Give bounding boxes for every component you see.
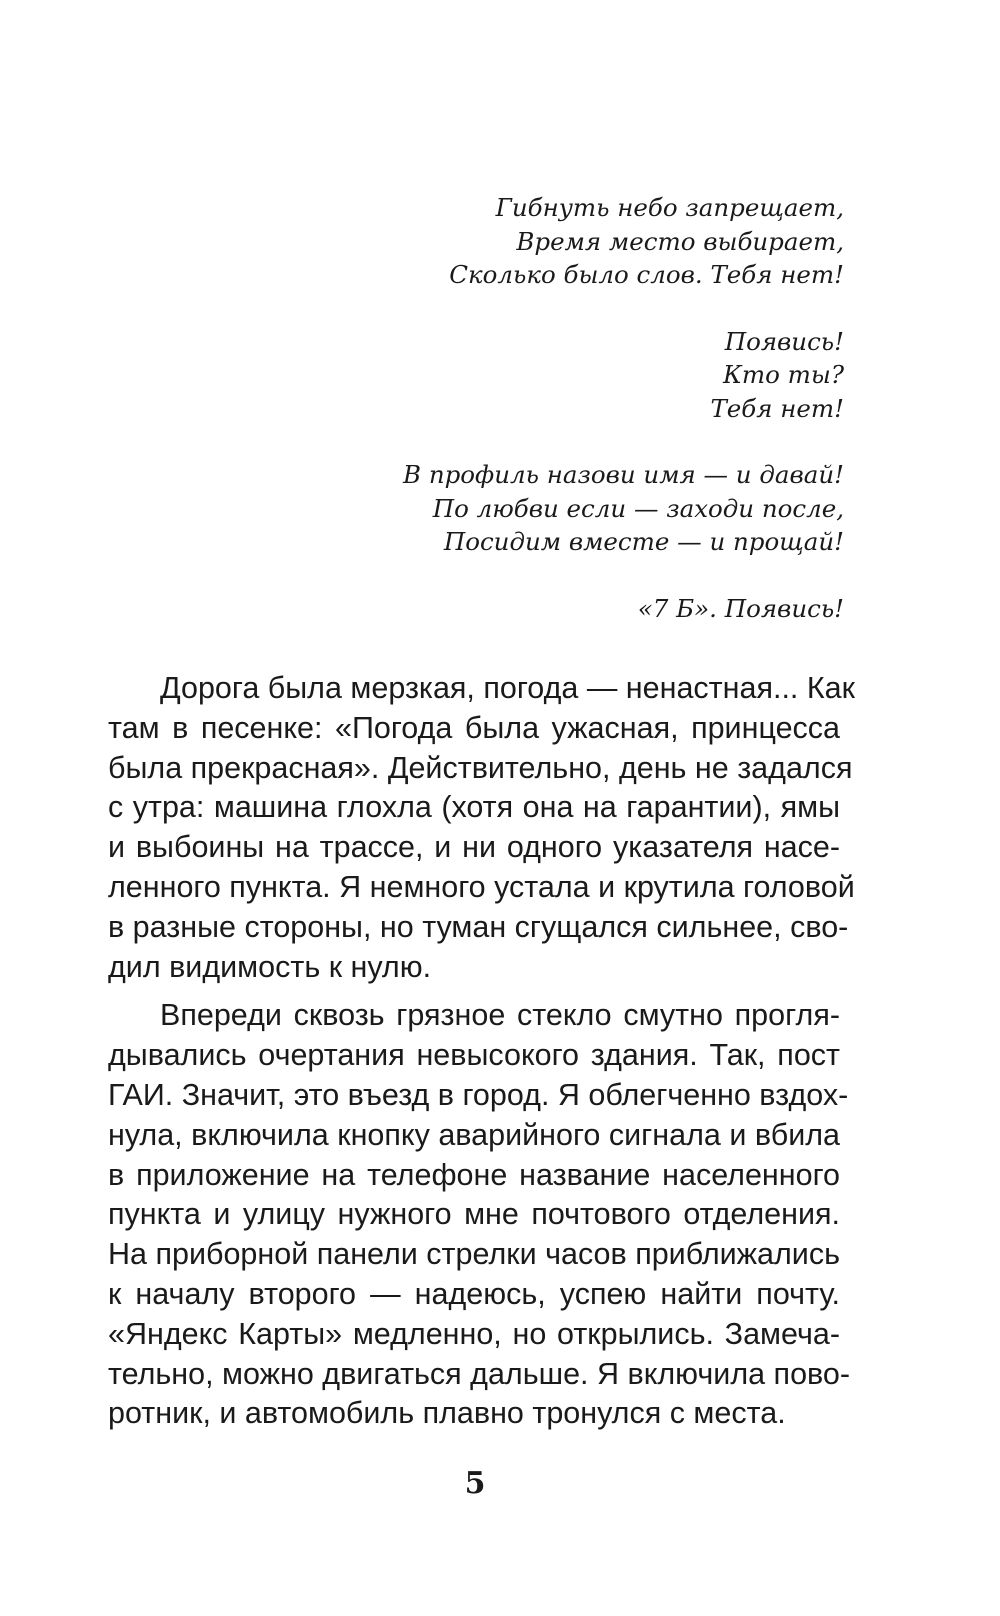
epigraph-line: Время место выбирает,	[516, 226, 844, 256]
text-line: дывались очертания невысокого здания. Так, пост	[108, 1038, 840, 1073]
epigraph-stanza	[403, 592, 844, 626]
text-line: там в песенке: «Погода была ужасная, принцесса	[108, 710, 840, 745]
text-line: ротник, и автомобиль плавно тронулся с места.	[108, 1396, 786, 1431]
epigraph	[403, 191, 844, 625]
text-line: к началу второго — надеюсь, успею найти почту.	[108, 1276, 840, 1311]
epigraph-stanza	[403, 325, 844, 426]
epigraph-line: «7 Б». Появись!	[637, 593, 844, 623]
epigraph-line: Посидим вместе — и прощай!	[443, 527, 844, 556]
epigraph-line: В профиль назови имя — и давай!	[403, 460, 844, 489]
page-number: 5	[464, 1466, 486, 1501]
text-line: тельно, можно двигаться дальше. Я включила пово-	[108, 1356, 851, 1391]
epigraph-line: Тебя нет!	[710, 393, 844, 423]
epigraph-line: Гибнуть небо запрещает,	[495, 193, 844, 222]
text-line: с утра: машина глохла (хотя она на гарантии), ямы	[108, 790, 840, 825]
text-line: «Яндекс Карты» медленно, но открылись. Замеча-	[108, 1316, 840, 1351]
text-line: Впереди сквозь грязное стекло смутно прогля-	[160, 998, 840, 1033]
paragraph	[108, 669, 855, 987]
text-line: дил видимость к нулю.	[108, 949, 432, 984]
epigraph-stanza	[403, 458, 844, 559]
text-line: Дорога была мерзкая, погода — ненастная... Как	[160, 671, 855, 705]
text-line: была прекрасная». Действительно, день не задался	[108, 750, 853, 785]
text-line: и выбоины на трассе, и ни одного указателя насе-	[108, 830, 840, 865]
text-line: ГАИ. Значит, это въезд в город. Я облегченно вздох-	[108, 1077, 849, 1112]
text-line: нула, включила кнопку аварийного сигнала и вбила	[108, 1117, 840, 1152]
epigraph-stanza	[403, 191, 844, 292]
text-line: в приложение на телефоне название населенного	[108, 1157, 840, 1192]
text-line: ленного пункта. Я немного устала и крутила головой	[108, 869, 855, 904]
text-line: пункта и улицу нужного мне почтового отделения.	[108, 1197, 840, 1232]
text-line: в разные стороны, но туман сгущался сильнее, сво-	[108, 909, 849, 944]
paragraph	[108, 996, 851, 1434]
text-line: На приборной панели стрелки часов приближались	[108, 1237, 840, 1272]
epigraph-line: Сколько было слов. Тебя нет!	[449, 260, 844, 289]
epigraph-line: Кто ты?	[722, 360, 844, 389]
body-text	[108, 669, 855, 1443]
epigraph-line: По любви если — заходи после,	[432, 493, 844, 523]
epigraph-line: Появись!	[724, 326, 844, 356]
